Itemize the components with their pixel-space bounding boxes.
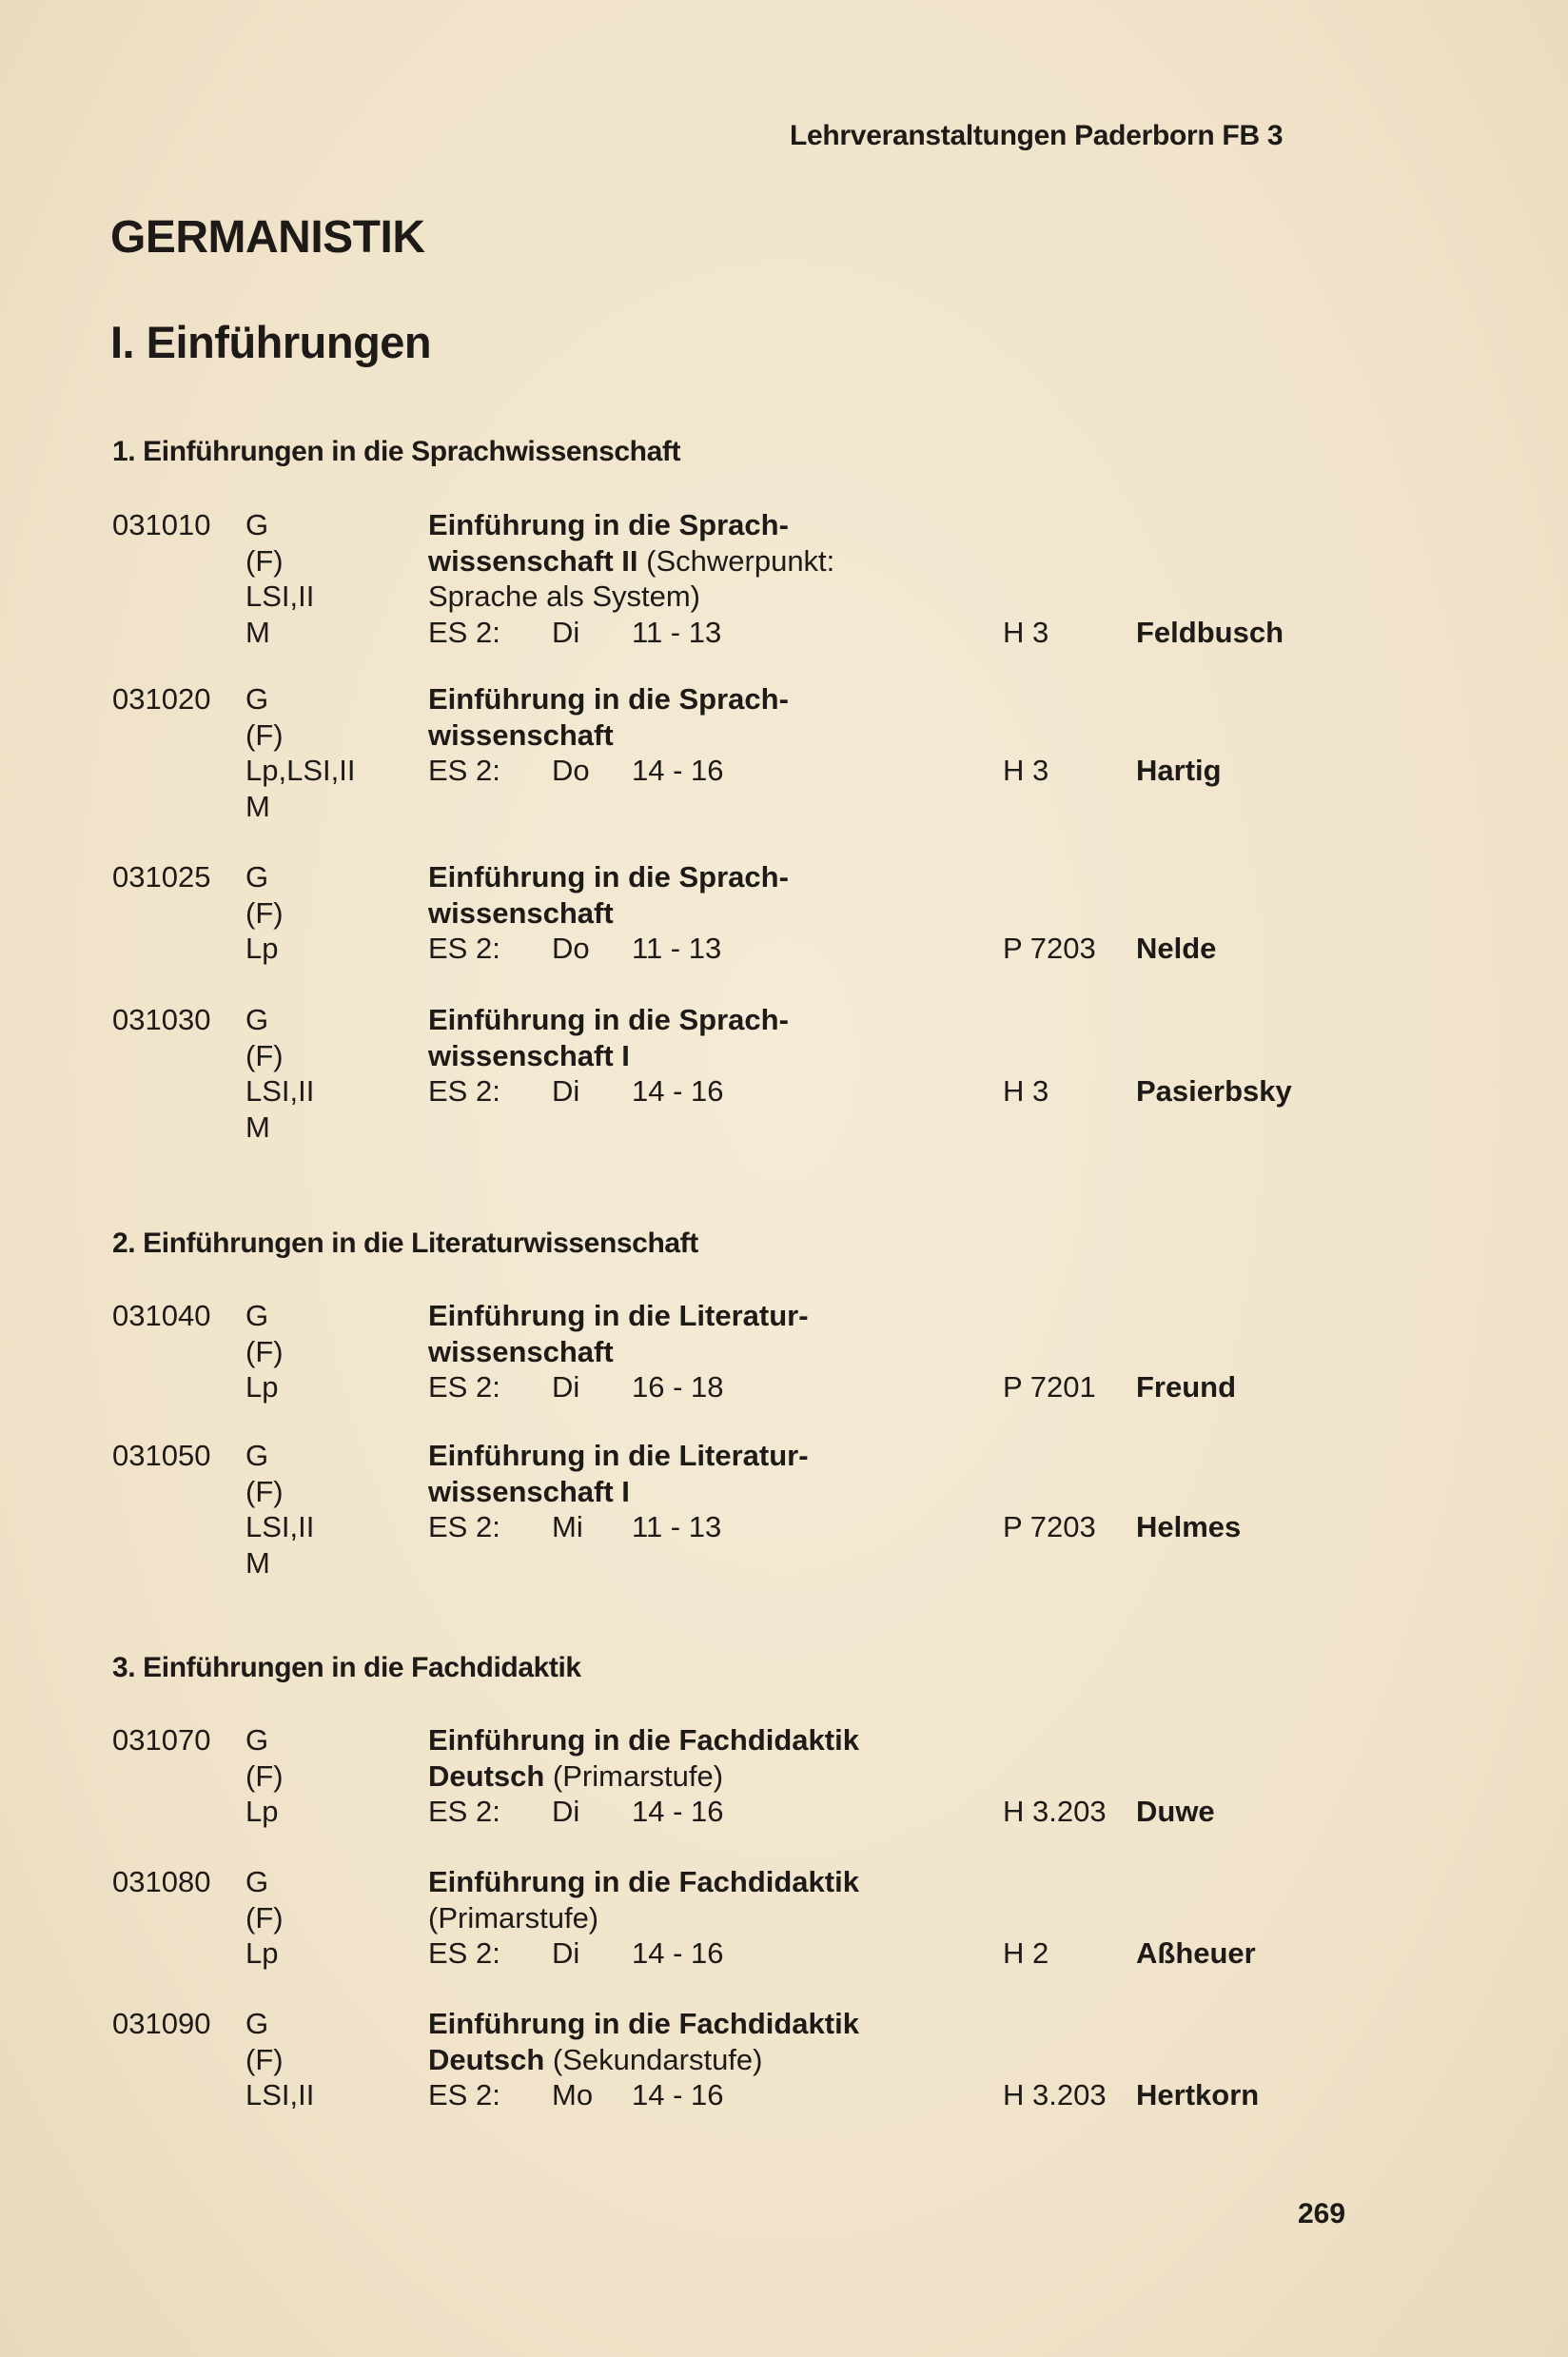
course-hours: ES 2: bbox=[428, 1074, 500, 1108]
course-type: LSI,II bbox=[245, 2078, 315, 2111]
course-day: Do bbox=[552, 754, 590, 787]
course-number: 031050 bbox=[112, 1439, 211, 1472]
course-room: H 3 bbox=[1003, 1074, 1049, 1108]
course-title-line bbox=[428, 507, 789, 543]
subject-title: GERMANISTIK bbox=[110, 212, 425, 263]
course-day: Mi bbox=[552, 1510, 583, 1543]
course-hours: ES 2: bbox=[428, 615, 500, 649]
course-number: 031090 bbox=[112, 2007, 211, 2040]
course-type: G bbox=[245, 860, 269, 894]
course-day: Di bbox=[552, 1370, 580, 1404]
course-title-bold: wissenschaft II bbox=[428, 543, 638, 578]
course-hours: ES 2: bbox=[428, 1795, 500, 1828]
course-day: Di bbox=[552, 1795, 580, 1828]
course-title-bold: wissenschaft bbox=[428, 895, 614, 930]
course-type: Lp bbox=[245, 1370, 279, 1404]
course-number: 031030 bbox=[112, 1003, 211, 1036]
course-day: Mo bbox=[552, 2078, 594, 2111]
course-time: 14 - 16 bbox=[632, 754, 724, 787]
course-time: 11 - 13 bbox=[632, 932, 722, 965]
course-title-line bbox=[428, 1758, 723, 1795]
course-title-bold: Einführung in die Sprach- bbox=[428, 508, 789, 541]
course-type: G bbox=[245, 1723, 269, 1757]
course-type: G bbox=[245, 1439, 269, 1472]
course-type: (F) bbox=[245, 1334, 284, 1368]
course-type: (F) bbox=[245, 1474, 284, 1508]
course-title-line bbox=[428, 1438, 809, 1474]
course-number: 031070 bbox=[112, 1723, 211, 1757]
course-type: M bbox=[245, 1110, 270, 1144]
course-lecturer: Hertkorn bbox=[1136, 2078, 1260, 2111]
course-type: Lp bbox=[245, 1936, 279, 1970]
course-title-line bbox=[428, 579, 700, 615]
course-type: (F) bbox=[245, 543, 284, 578]
course-title-line bbox=[428, 1864, 859, 1900]
course-hours: ES 2: bbox=[428, 754, 500, 787]
course-type: LSI,II bbox=[245, 1074, 315, 1108]
course-title-note: Sprache als System) bbox=[428, 579, 700, 613]
course-lecturer: Nelde bbox=[1136, 932, 1217, 965]
course-room: H 3.203 bbox=[1003, 1795, 1107, 1828]
chapter-title: I. Einführungen bbox=[110, 317, 432, 367]
course-hours: ES 2: bbox=[428, 2078, 500, 2111]
course-hours: ES 2: bbox=[428, 932, 500, 965]
course-title-bold: Einführung in die Sprach- bbox=[428, 860, 789, 894]
course-type: (F) bbox=[245, 1758, 284, 1793]
running-header: Lehrveranstaltungen Paderborn FB 3 bbox=[790, 120, 1284, 151]
page-number: 269 bbox=[1298, 2198, 1346, 2229]
section-heading: 2. Einführungen in die Literaturwissenschaft bbox=[112, 1228, 698, 1259]
section-heading: 1. Einführungen in die Sprachwissenschaft bbox=[112, 436, 681, 467]
course-time: 14 - 16 bbox=[632, 1936, 724, 1970]
course-title-note: (Primarstufe) bbox=[544, 1758, 724, 1793]
course-room: H 3.203 bbox=[1003, 2078, 1107, 2111]
course-number: 031010 bbox=[112, 508, 211, 541]
course-number: 031020 bbox=[112, 682, 211, 716]
course-title-line bbox=[428, 1002, 789, 1038]
course-hours: ES 2: bbox=[428, 1936, 500, 1970]
course-hours: ES 2: bbox=[428, 1510, 500, 1543]
course-time: 16 - 18 bbox=[632, 1370, 724, 1404]
course-number: 031080 bbox=[112, 1865, 211, 1898]
course-type: Lp bbox=[245, 932, 279, 965]
course-hours: ES 2: bbox=[428, 1370, 500, 1404]
course-number: 031040 bbox=[112, 1299, 211, 1332]
course-title-line bbox=[428, 717, 614, 754]
course-type: (F) bbox=[245, 1900, 284, 1935]
course-title-line bbox=[428, 2006, 859, 2042]
course-title-note: (Sekundarstufe) bbox=[544, 2042, 763, 2076]
course-title-bold: wissenschaft bbox=[428, 717, 614, 752]
course-room: P 7203 bbox=[1003, 1510, 1096, 1543]
course-type: (F) bbox=[245, 895, 284, 930]
course-title-line bbox=[428, 1474, 630, 1510]
course-type: M bbox=[245, 615, 270, 649]
course-time: 14 - 16 bbox=[632, 1795, 724, 1828]
course-day: Do bbox=[552, 932, 590, 965]
course-title-bold: Einführung in die Fachdidaktik bbox=[428, 1723, 859, 1757]
course-time: 11 - 13 bbox=[632, 615, 722, 649]
course-type: (F) bbox=[245, 717, 284, 752]
course-day: Di bbox=[552, 1074, 580, 1108]
course-room: H 2 bbox=[1003, 1936, 1049, 1970]
course-day: Di bbox=[552, 615, 580, 649]
course-title-bold: Einführung in die Fachdidaktik bbox=[428, 2007, 859, 2040]
course-title-note: (Primarstufe) bbox=[428, 1900, 599, 1935]
course-lecturer: Hartig bbox=[1136, 754, 1222, 787]
course-title-line bbox=[428, 681, 789, 717]
course-type: LSI,II bbox=[245, 1510, 315, 1543]
course-title-line bbox=[428, 1722, 859, 1758]
course-type: G bbox=[245, 1865, 269, 1898]
course-type: LSI,II bbox=[245, 579, 315, 613]
course-type: G bbox=[245, 1299, 269, 1332]
course-number: 031025 bbox=[112, 860, 211, 894]
course-title-line bbox=[428, 1334, 614, 1370]
course-time: 14 - 16 bbox=[632, 2078, 724, 2111]
course-title-bold: Einführung in die Fachdidaktik bbox=[428, 1865, 859, 1898]
course-type: G bbox=[245, 2007, 269, 2040]
course-lecturer: Duwe bbox=[1136, 1795, 1215, 1828]
course-title-bold: wissenschaft I bbox=[428, 1474, 630, 1508]
course-title-note: (Schwerpunkt: bbox=[637, 543, 835, 578]
course-day: Di bbox=[552, 1936, 580, 1970]
course-title-bold: wissenschaft I bbox=[428, 1038, 630, 1072]
course-type: (F) bbox=[245, 2042, 284, 2076]
course-type: (F) bbox=[245, 1038, 284, 1072]
course-title-bold: Deutsch bbox=[428, 1758, 545, 1793]
course-lecturer: Aßheuer bbox=[1136, 1936, 1256, 1970]
course-lecturer: Helmes bbox=[1136, 1510, 1242, 1543]
course-title-bold: wissenschaft bbox=[428, 1334, 614, 1368]
course-room: P 7203 bbox=[1003, 932, 1096, 965]
course-type: Lp bbox=[245, 1795, 279, 1828]
course-title-line bbox=[428, 543, 834, 579]
course-lecturer: Freund bbox=[1136, 1370, 1237, 1404]
course-title-line bbox=[428, 2042, 762, 2078]
course-title-line bbox=[428, 1900, 598, 1936]
course-title-bold: Einführung in die Sprach- bbox=[428, 1003, 789, 1036]
course-type: M bbox=[245, 1545, 270, 1580]
course-lecturer: Pasierbsky bbox=[1136, 1074, 1292, 1108]
course-type: G bbox=[245, 682, 269, 716]
course-type: G bbox=[245, 508, 269, 541]
course-title-line bbox=[428, 1038, 630, 1074]
course-type: M bbox=[245, 789, 270, 823]
course-lecturer: Feldbusch bbox=[1136, 615, 1284, 649]
course-title-bold: Einführung in die Sprach- bbox=[428, 682, 789, 716]
course-title-bold: Einführung in die Literatur- bbox=[428, 1439, 809, 1472]
course-room: H 3 bbox=[1003, 754, 1049, 787]
course-time: 11 - 13 bbox=[632, 1510, 722, 1543]
course-title-bold: Einführung in die Literatur- bbox=[428, 1299, 809, 1332]
course-title-line bbox=[428, 859, 789, 895]
course-room: H 3 bbox=[1003, 615, 1049, 649]
course-room: P 7201 bbox=[1003, 1370, 1096, 1404]
course-title-line bbox=[428, 1298, 809, 1334]
course-title-bold: Deutsch bbox=[428, 2042, 545, 2076]
course-type: Lp,LSI,II bbox=[245, 754, 356, 787]
section-heading: 3. Einführungen in die Fachdidaktik bbox=[112, 1652, 581, 1683]
course-title-line bbox=[428, 895, 614, 932]
course-time: 14 - 16 bbox=[632, 1074, 724, 1108]
course-type: G bbox=[245, 1003, 269, 1036]
